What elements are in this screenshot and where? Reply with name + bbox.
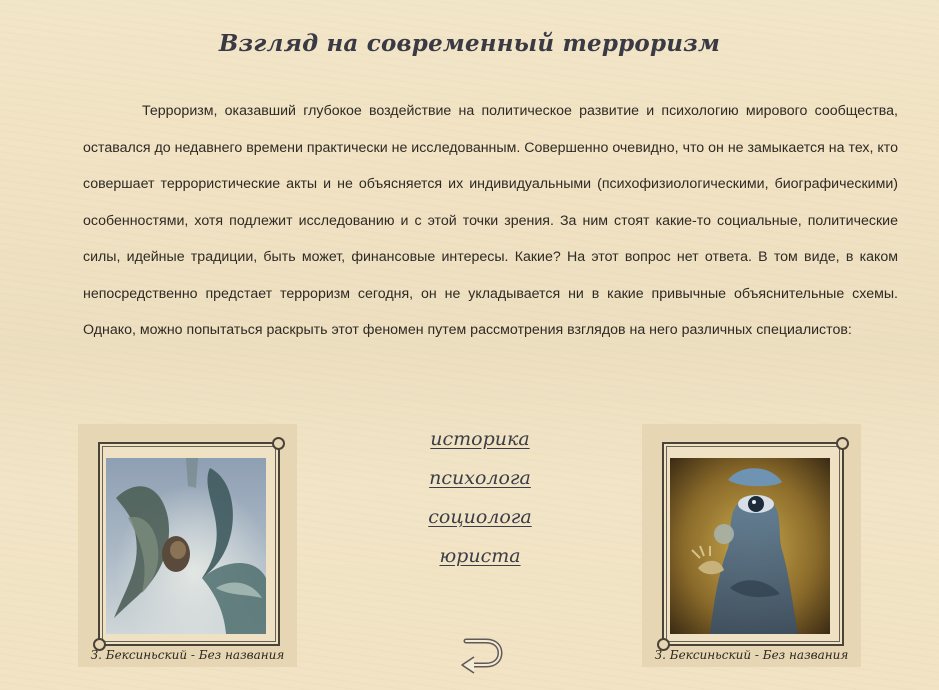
frame-ornament-icon <box>272 437 285 450</box>
painting-caption: З. Бексиньский - Без названия <box>654 648 849 662</box>
link-historian[interactable]: историка <box>430 428 530 450</box>
painting-frame <box>662 442 844 646</box>
back-arrow-icon[interactable] <box>458 633 504 675</box>
painting-frame <box>98 442 280 646</box>
link-sociologist[interactable]: социолога <box>428 506 532 528</box>
link-lawyer[interactable]: юриста <box>439 545 521 567</box>
link-psychologist[interactable]: психолога <box>429 467 531 489</box>
frame-ornament-icon <box>836 437 849 450</box>
intro-paragraph: Терроризм, оказавший глубокое воздействие на политическое развитие и психологию мирового сообщества, оставался до недавнего времени практически не исследованным. Совершенно очевидно, что он не замыкается на тех, кто совершает террористические акты и не объясняется их индивидуальными (психофизиологическими, биографическими) особенностями, хотя подлежит исследованию и с этой точки зрения. За ним стоят какие-то социальные, политические силы, идейные традиции, быть может, финансовые интересы. Какие? На этот вопрос нет ответа. В том виде, в каком непосредственно предстает терроризм сегодня, он не укладывается ни в какие привычные объяснительные схемы. Однако, можно попытаться раскрыть этот феномен путем рассмотрения взглядов на него различных специалистов: <box>83 103 898 338</box>
painting-image-right <box>670 458 830 634</box>
painting-image-left <box>106 458 266 634</box>
page-title: Взгляд на современный терроризм <box>218 30 721 57</box>
painting-caption: З. Бексиньский - Без названия <box>90 648 285 662</box>
painting-card-right <box>642 424 861 667</box>
painting-card-left <box>78 424 297 667</box>
